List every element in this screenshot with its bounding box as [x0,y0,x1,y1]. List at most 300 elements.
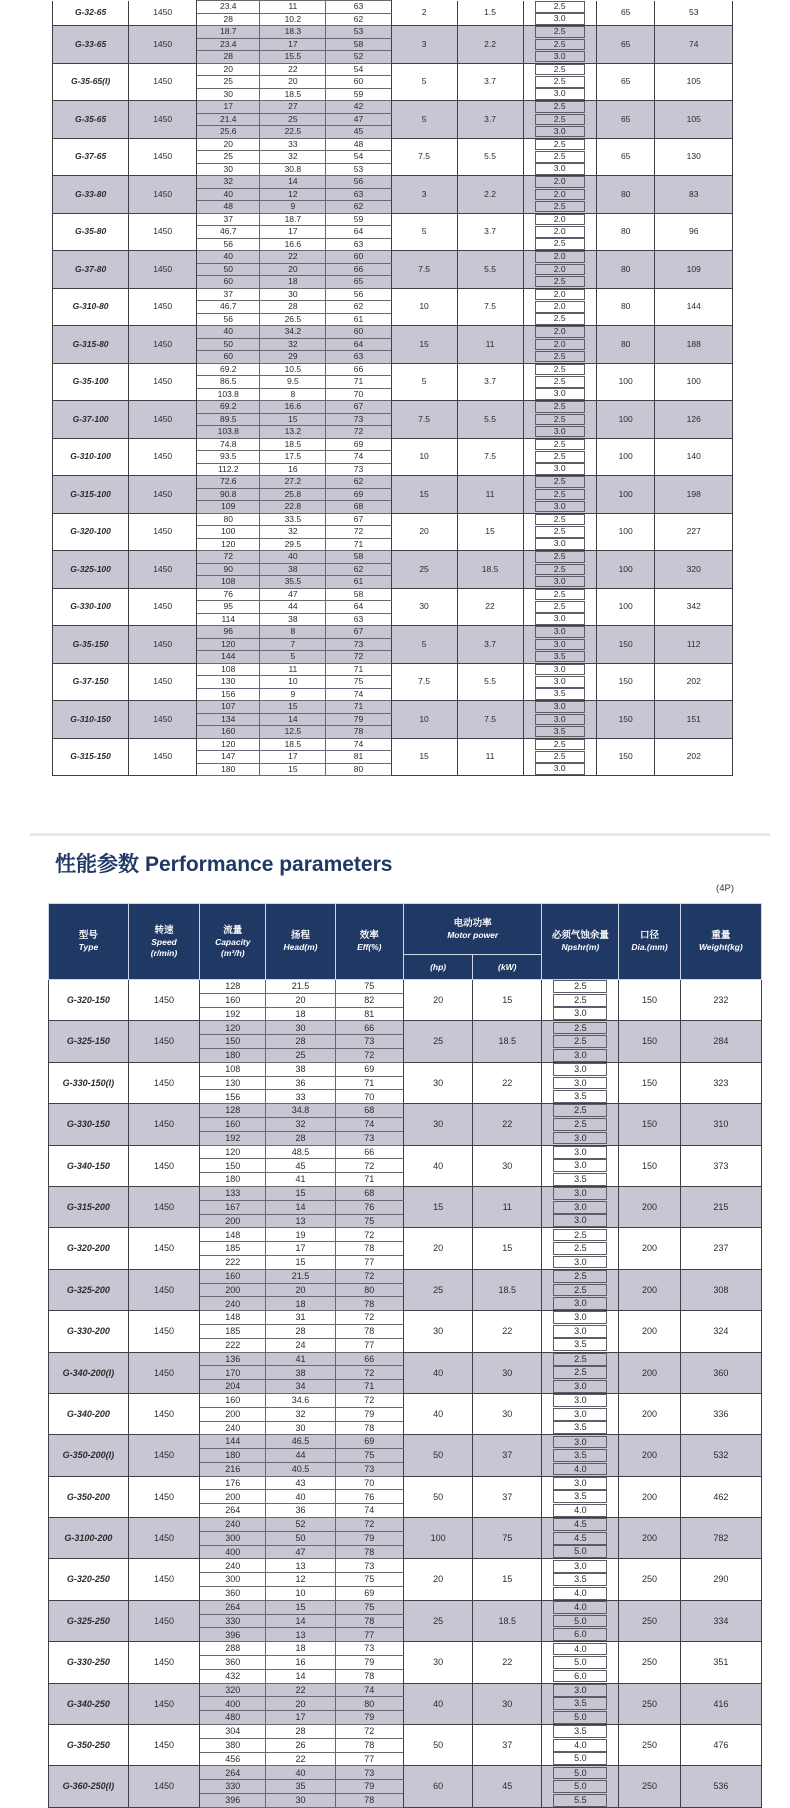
npshr-cell [523,1,596,14]
table-row [49,1311,762,1352]
npshr-cell [523,26,596,39]
head-cell: 46.5 [266,1435,335,1449]
model-cell: G-330-150 [49,1104,129,1145]
npshr-cell [542,1228,619,1242]
model-cell: G-340-200(I) [49,1352,129,1393]
npshr-value: 3.0 [535,763,585,775]
hp-cell: 40 [404,1683,473,1724]
eff-cell: 78 [335,1794,403,1808]
dia-cell: 80 [596,288,654,326]
header-motor-zh: 电动功率 [453,917,492,929]
model-cell: G-315-200 [49,1186,129,1227]
model-cell: G-37-80 [53,251,129,289]
capacity-cell: 148 [200,1228,266,1242]
npshr-value: 2.5 [535,439,585,451]
speed-cell: 1450 [128,1145,199,1186]
npshr-value: 2.5 [535,526,585,538]
head-cell: 35.5 [260,576,326,589]
hp-cell: 40 [404,1352,473,1393]
header-dia-zh: 口径 [639,930,659,941]
capacity-cell: 380 [200,1738,266,1752]
head-cell: 18 [266,1642,335,1656]
head-cell: 27.2 [260,476,326,489]
eff-cell: 78 [335,1669,403,1683]
kw-cell: 75 [473,1518,542,1559]
capacity-cell: 160 [200,1117,266,1131]
capacity-cell: 264 [200,1504,266,1518]
npshr-cell [542,1048,619,1062]
npshr-value: 3.0 [535,613,585,625]
head-cell: 17 [266,1711,335,1725]
npshr-value: 5.0 [553,1711,607,1724]
table-subrow [49,1311,762,1325]
hp-cell: 30 [404,1062,473,1103]
head-cell: 34 [266,1380,335,1394]
npshr-value: 2.5 [553,1118,607,1131]
npshr-cell [523,326,596,339]
dia-cell: 200 [619,1186,680,1227]
head-cell: 26.5 [260,313,326,326]
eff-cell: 58 [326,38,391,51]
head-cell: 18 [266,1007,335,1021]
table-row [53,626,733,664]
npshr-cell [542,1725,619,1739]
npshr-cell [542,1573,619,1587]
header-weight [680,904,761,980]
npshr-cell [542,1766,619,1780]
npshr-cell [523,463,596,476]
npshr-value: 4.0 [553,1601,607,1614]
hp-cell: 7.5 [391,138,457,176]
npshr-cell [523,451,596,464]
kw-cell: 5.5 [457,401,523,439]
capacity-cell: 200 [200,1283,266,1297]
hp-cell: 5 [391,213,457,251]
capacity-cell: 147 [197,751,260,764]
npshr-value: 2.5 [535,414,585,426]
weight-cell: 310 [680,1104,761,1145]
npshr-cell [523,526,596,539]
head-cell: 7 [260,638,326,651]
model-cell: G-35-80 [53,213,129,251]
head-cell: 28 [266,1131,335,1145]
npshr-cell [523,251,596,264]
capacity-cell: 120 [200,1145,266,1159]
dia-cell: 200 [619,1518,680,1559]
npshr-cell [542,1393,619,1407]
kw-cell: 3.7 [457,101,523,139]
head-cell: 12 [266,1573,335,1587]
head-cell: 22 [260,251,326,264]
npshr-cell [542,1255,619,1269]
weight-cell: 334 [680,1600,761,1641]
hp-cell: 40 [404,1393,473,1434]
table-row [49,1104,762,1145]
hp-cell: 25 [391,551,457,589]
npshr-value: 2.0 [535,176,585,188]
eff-cell: 74 [326,688,391,701]
hp-cell: 15 [404,1186,473,1227]
eff-cell: 52 [326,51,391,64]
npshr-cell [542,1062,619,1076]
table-subrow [53,738,733,751]
header-dia [619,904,680,980]
capacity-cell: 90.8 [197,488,260,501]
table-row [49,1642,762,1683]
model-cell: G-3100-200 [49,1518,129,1559]
eff-cell: 68 [335,1104,403,1118]
npshr-cell [542,1683,619,1697]
eff-cell: 67 [326,513,391,526]
capacity-cell: 74.8 [197,438,260,451]
eff-cell: 59 [326,88,391,101]
capacity-cell: 23.4 [197,1,260,14]
model-cell: G-320-250 [49,1559,129,1600]
head-cell: 30 [260,288,326,301]
model-cell: G-320-150 [49,980,129,1021]
table-row [53,138,733,176]
npshr-cell [523,101,596,114]
capacity-cell: 28 [197,51,260,64]
eff-cell: 71 [326,701,391,714]
npshr-cell [523,763,596,776]
eff-cell: 73 [335,1462,403,1476]
npshr-cell [523,551,596,564]
kw-cell: 22 [473,1104,542,1145]
eff-cell: 72 [326,651,391,664]
capacity-cell: 40 [197,188,260,201]
speed-cell: 1450 [128,1476,199,1517]
speed-cell: 1450 [128,1104,199,1145]
table-row [53,701,733,739]
npshr-cell [542,1311,619,1325]
npshr-cell [542,1421,619,1435]
npshr-value: 3.0 [553,1325,607,1338]
npshr-value: 2.0 [535,251,585,263]
dia-cell: 80 [596,326,654,364]
eff-cell: 75 [335,1449,403,1463]
weight-cell: 416 [680,1683,761,1724]
npshr-value: 2.5 [553,980,607,993]
npshr-cell [542,1752,619,1766]
kw-cell: 5.5 [457,138,523,176]
speed-cell: 1450 [128,1642,199,1683]
capacity-cell: 136 [200,1352,266,1366]
head-cell: 17 [260,38,326,51]
speed-cell: 1450 [128,1725,199,1766]
npshr-value: 3.5 [553,1697,607,1710]
npshr-value: 2.5 [535,26,585,38]
capacity-cell: 456 [200,1752,266,1766]
eff-cell: 69 [335,1587,403,1601]
model-cell: G-35-65(I) [53,63,129,101]
weight-cell: 202 [655,663,733,701]
header-type-zh: 型号 [78,930,98,941]
npshr-value: 3.0 [553,1146,607,1159]
header-npshr-en: Npshr(m) [561,942,600,952]
eff-cell: 77 [335,1255,403,1269]
eff-cell: 72 [335,1366,403,1380]
npshr-cell [523,88,596,101]
table-subrow [53,1,733,14]
npshr-value: 3.0 [535,701,585,713]
npshr-cell [523,601,596,614]
eff-cell: 72 [335,1269,403,1283]
speed-cell: 1450 [128,1186,199,1227]
npshr-cell [523,188,596,201]
capacity-cell: 37 [197,213,260,226]
weight-cell: 105 [655,101,733,139]
speed-cell: 1450 [129,138,197,176]
capacity-cell: 160 [200,1269,266,1283]
kw-cell: 22 [473,1311,542,1352]
dia-cell: 80 [596,251,654,289]
capacity-cell: 176 [200,1476,266,1490]
npshr-cell [542,1214,619,1228]
npshr-cell [523,613,596,626]
model-cell: G-320-200 [49,1228,129,1269]
npshr-cell [542,1380,619,1394]
eff-cell: 78 [326,726,391,739]
head-cell: 29 [260,351,326,364]
npshr-value: 2.5 [553,1229,607,1242]
dia-cell: 65 [596,63,654,101]
npshr-cell [542,1352,619,1366]
head-cell: 27 [260,101,326,114]
speed-cell: 1450 [129,213,197,251]
header-dia-en: Dia.(mm) [631,942,668,952]
capacity-cell: 80 [197,513,260,526]
npshr-cell [523,301,596,314]
hp-cell: 20 [391,513,457,551]
hp-cell: 3 [391,176,457,214]
capacity-cell: 300 [200,1531,266,1545]
npshr-value: 3.0 [535,426,585,438]
head-cell: 48.5 [266,1145,335,1159]
kw-cell: 30 [473,1393,542,1434]
head-cell: 18.3 [260,26,326,39]
table-row [49,1021,762,1062]
head-cell: 8 [260,626,326,639]
npshr-cell [523,276,596,289]
head-cell: 20 [266,1283,335,1297]
speed-cell: 1450 [128,1766,199,1807]
weight-cell: 83 [655,176,733,214]
eff-cell: 60 [326,76,391,89]
table-subrow [49,1393,762,1407]
eff-cell: 73 [326,463,391,476]
header-head-zh: 扬程 [291,930,311,941]
capacity-cell: 28 [197,13,260,26]
npshr-value: 3.0 [535,388,585,400]
model-cell: G-350-200(I) [49,1435,129,1476]
eff-cell: 81 [326,751,391,764]
npshr-value: 2.5 [535,451,585,463]
npshr-cell [523,651,596,664]
capacity-cell: 133 [200,1186,266,1200]
model-cell: G-310-150 [53,701,129,739]
hp-cell: 5 [391,626,457,664]
npshr-cell [542,1462,619,1476]
table-row [49,1435,762,1476]
table-subrow [53,63,733,76]
eff-cell: 54 [326,63,391,76]
hp-cell: 10 [391,701,457,739]
dia-cell: 250 [619,1559,680,1600]
table-row [49,1559,762,1600]
npshr-cell [542,1104,619,1118]
head-cell: 40.5 [266,1462,335,1476]
npshr-value: 3.0 [553,1063,607,1076]
hp-cell: 20 [404,1559,473,1600]
header-npshr [542,904,619,980]
eff-cell: 64 [326,338,391,351]
capacity-cell: 120 [197,538,260,551]
npshr-cell [542,1545,619,1559]
speed-cell: 1450 [128,980,199,1021]
npshr-value: 2.5 [535,351,585,363]
capacity-cell: 25.6 [197,126,260,139]
npshr-cell [523,688,596,701]
npshr-value: 3.0 [535,163,585,175]
table-subrow [53,701,733,714]
npshr-cell [542,1324,619,1338]
table-row [53,588,733,626]
table-row [53,101,733,139]
npshr-value: 5.0 [553,1545,607,1558]
table-subrow [53,363,733,376]
header-eff [335,904,403,980]
kw-cell: 2.2 [457,26,523,64]
capacity-cell: 93.5 [197,451,260,464]
eff-cell: 54 [326,151,391,164]
npshr-cell [523,126,596,139]
capacity-cell: 30 [197,88,260,101]
table-row [53,476,733,514]
npshr-value: 2.5 [553,1035,607,1048]
npshr-value: 3.0 [535,51,585,63]
eff-cell: 70 [335,1090,403,1104]
npshr-value: 3.0 [553,1560,607,1573]
capacity-cell: 20 [197,63,260,76]
hp-cell: 30 [391,588,457,626]
hp-cell: 3 [391,26,457,64]
npshr-cell [523,726,596,739]
npshr-cell [542,1090,619,1104]
eff-cell: 66 [335,1145,403,1159]
kw-cell: 15 [473,980,542,1021]
model-cell: G-35-150 [53,626,129,664]
capacity-cell: 180 [200,1173,266,1187]
hp-cell: 20 [404,1228,473,1269]
capacity-cell: 240 [200,1421,266,1435]
weight-cell: 198 [655,476,733,514]
weight-cell: 324 [680,1311,761,1352]
npshr-value: 2.0 [535,214,585,226]
eff-cell: 72 [335,1725,403,1739]
eff-cell: 72 [335,1393,403,1407]
npshr-cell [542,1021,619,1035]
head-cell: 40 [266,1766,335,1780]
weight-cell: 323 [680,1062,761,1103]
kw-cell: 2.2 [457,176,523,214]
capacity-cell: 37 [197,288,260,301]
capacity-cell: 320 [200,1683,266,1697]
head-cell: 9.5 [260,376,326,389]
table-subrow [49,1186,762,1200]
eff-cell: 61 [326,576,391,589]
table-subrow [49,1228,762,1242]
npshr-value: 4.0 [553,1739,607,1752]
capacity-cell: 25 [197,151,260,164]
npshr-cell [542,1476,619,1490]
npshr-cell [523,563,596,576]
kw-cell: 3.7 [457,363,523,401]
head-cell: 9 [260,201,326,214]
weight-cell: 232 [680,980,761,1021]
kw-cell: 18.5 [473,1269,542,1310]
capacity-cell: 103.8 [197,426,260,439]
npshr-value: 3.5 [553,1490,607,1503]
npshr-value: 3.0 [553,1311,607,1324]
speed-cell: 1450 [128,1352,199,1393]
header-capacity-zh: 流量 [223,924,243,936]
capacity-cell: 240 [200,1559,266,1573]
page-title [55,852,790,878]
npshr-value: 3.0 [553,1436,607,1449]
eff-cell: 69 [326,438,391,451]
npshr-value: 2.0 [535,226,585,238]
npshr-cell [542,980,619,994]
npshr-value: 2.5 [535,739,585,751]
hp-cell: 7.5 [391,663,457,701]
header-speed-zh: 转速 [154,924,174,936]
header-eff-en: Eff(%) [357,942,382,952]
model-cell: G-37-65 [53,138,129,176]
hp-cell: 30 [404,1642,473,1683]
dia-cell: 250 [619,1600,680,1641]
table-subrow [49,1352,762,1366]
capacity-cell: 222 [200,1255,266,1269]
head-cell: 11 [260,1,326,14]
capacity-cell: 200 [200,1490,266,1504]
capacity-cell: 400 [200,1545,266,1559]
kw-cell: 30 [473,1352,542,1393]
head-cell: 38 [260,613,326,626]
npshr-cell [542,1711,619,1725]
table-header [49,904,762,980]
table-subrow [49,1642,762,1656]
head-cell: 33 [266,1090,335,1104]
npshr-cell [523,413,596,426]
head-cell: 18 [266,1297,335,1311]
capacity-cell: 192 [200,1007,266,1021]
npshr-cell [542,1338,619,1352]
table-subrow [53,288,733,301]
speed-cell: 1450 [128,1228,199,1269]
speed-cell: 1450 [129,26,197,64]
speed-cell: 1450 [128,1435,199,1476]
capacity-cell: 264 [200,1766,266,1780]
table-row [49,1725,762,1766]
npshr-value: 3.0 [535,13,585,25]
npshr-cell [523,701,596,714]
speed-cell: 1450 [129,63,197,101]
dia-cell: 100 [596,438,654,476]
eff-cell: 60 [326,326,391,339]
npshr-cell [523,476,596,489]
speed-cell: 1450 [128,1021,199,1062]
